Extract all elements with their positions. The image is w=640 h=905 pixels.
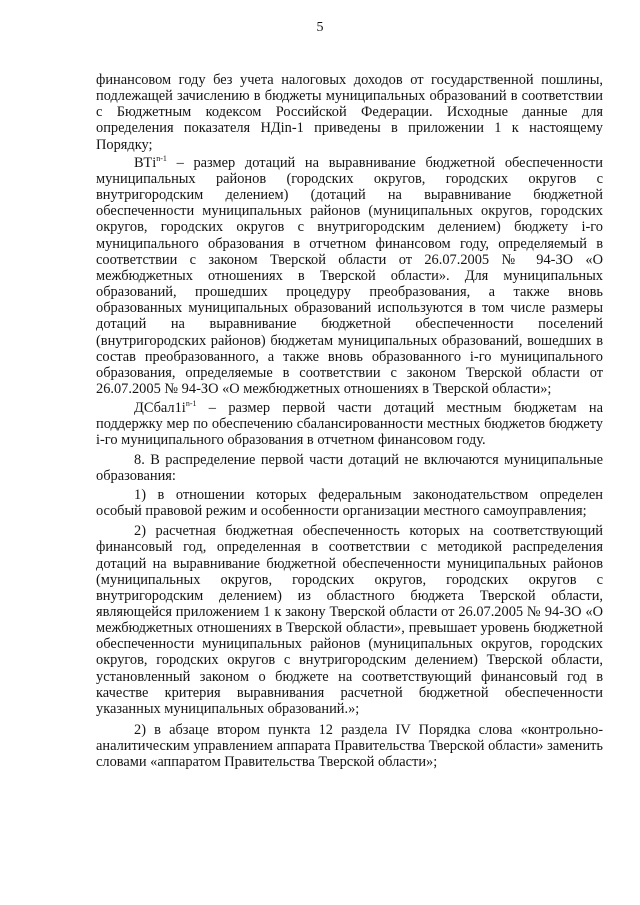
paragraph-item-1 [96, 487, 603, 519]
paragraph-dsbal-definition [96, 400, 603, 448]
paragraph-text: 1) в отношении которых федеральным законодательством определен особый правовой режим и особенности организации местного самоуправления; [96, 486, 603, 520]
paragraph-vt-definition [96, 155, 603, 397]
paragraph-amendment-2 [96, 722, 603, 770]
term-symbol: ВТi [134, 154, 157, 171]
paragraph-text: 2) в абзаце втором пункта 12 раздела IV Порядка слова «контрольно-аналитическим управлением аппарата Правительства Тверской области» заменить словами «аппаратом Правительства Тверской области»; [96, 722, 603, 771]
paragraph-item-2 [96, 523, 603, 717]
paragraph-text: финансовом году без учета налоговых доходов от государственной пошлины, подлежащей зачислению в бюджеты муниципальных образований в соответствии с Бюджетным кодексом Российской Федерации. Исходные данные для определения показателя НДin-1 приведены в приложении 1 к настоящему Порядку; [96, 72, 603, 153]
paragraph-text: – размер первой части дотаций местным бюджетам на поддержку мер по обеспечению сбалансированности местных бюджетов бюджету i-го муниципального образования в отчетном финансовом году. [96, 400, 603, 449]
paragraph-point-8 [96, 452, 603, 484]
term-superscript: n-1 [156, 153, 167, 163]
paragraph-text: 8. В распределение первой части дотаций не включаются муниципальные образования: [96, 451, 603, 484]
page-number: 5 [316, 20, 324, 35]
document-body [96, 72, 603, 771]
term-symbol: ДСбал1i [134, 400, 186, 417]
paragraph-income-data [96, 72, 603, 153]
term-superscript: n-1 [185, 399, 197, 409]
paragraph-text: 2) расчетная бюджетная обеспеченность которых на соответствующий финансовый год, определенная в соответствии с методикой распределения дотаций на выравнивание бюджетной обеспеченности муниципальных районов (муниципальных округов, городских округов, городских округов с внутригородским делением) из областного бюджета Тверской области, являющейся приложением 1 к закону Тверской области от 26.07.2005 № 94-ЗО «О межбюджетных отношениях в Тверской области», превышает уровень бюджетной обеспеченности муниципальных районов (муниципальных округов, городских округов, городских округов с внутригородским делением) Тверской области, установленный законом о бюджете на соответствующий финансовый год в качестве критерия выравнивания расчетной бюджетной обеспеченности указанных муниципальных образований.»; [96, 523, 603, 717]
paragraph-text: – размер дотаций на выравнивание бюджетной обеспеченности муниципальных районов (городских округов, городских округов с внутригородским делением) (дотаций на выравнивание бюджетной обеспеченности муниципальных районов (муниципальных округов, городских округов, городских округов с внутригородским делением) бюджету i-го муниципального образования в отчетном финансовом году, определяемый в соответствии с законом Тверской области от 26.07.2005 № 94-ЗО «О межбюджетных отношениях в Тверской области». Для муниципальных образований, прошедших процедуру преобразования, а также вновь образованных муниципальных образований используются в том числе размеры дотаций на выравнивание бюджетной обеспеченности поселений (внутригородских районов) бюджетам муниципальных образований, вошедших в состав преобразованного, а также вновь образованного i-го муниципального образования, определяемые в соответствии с законом Тверской области от 26.07.2005 № 94-ЗО «О межбюджетных отношениях в Тверской области»; [96, 154, 603, 397]
